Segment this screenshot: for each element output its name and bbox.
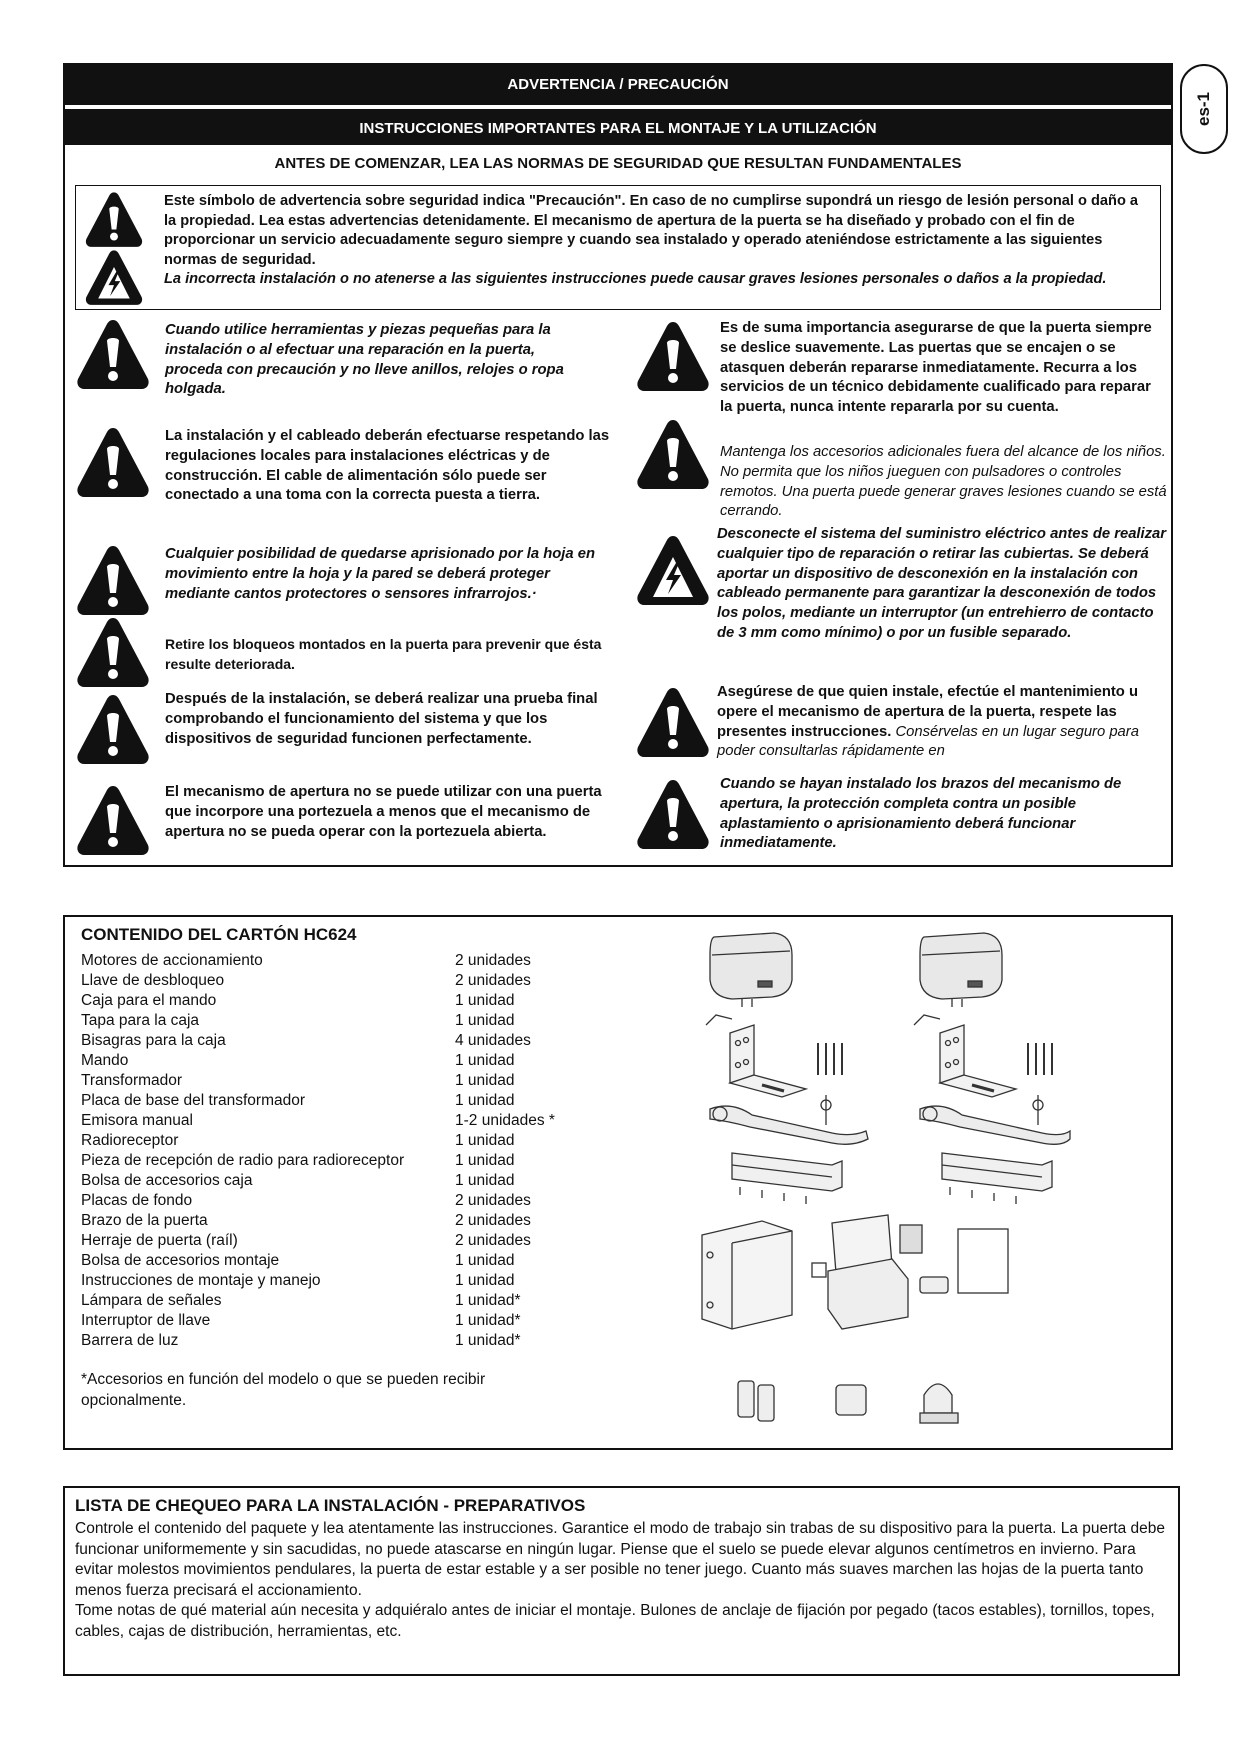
warning-triangle-icon <box>82 190 146 250</box>
warning-triangle-icon <box>635 685 711 761</box>
warning-right-3: Desconecte el sistema del suministro eléctrico antes de realizar cualquier tipo de reparación o retirar las cubiertas. Se deberá aportar un dispositivo de desconexión en la instalación con cableado permanente para garantizar la desconexión de todos los polos, mediante un interruptor (un entrehierro de contacto de 3 mm como mínimo) o por un fusible separado. <box>717 526 1167 641</box>
list-item: Herraje de puerta (raíl) 2 unidades <box>81 1232 531 1249</box>
list-item: Placas de fondo 2 unidades <box>81 1192 531 1209</box>
warning-left-5: Después de la instalación, se deberá realizar una prueba final comprobando el funcionamiento del sistema y que los dispositivos de seguridad funcionen perfectamente. <box>165 691 598 747</box>
list-item: Instrucciones de montaje y manejo 1 unidad <box>81 1272 515 1289</box>
door-arm-illustration <box>710 1095 868 1144</box>
door-rail-illustration <box>732 1153 842 1204</box>
list-item: Mando 1 unidad <box>81 1052 515 1069</box>
installation-checklist-section <box>63 1486 1180 1676</box>
warning-title: ADVERTENCIA / PRECAUCIÓN <box>65 65 1171 105</box>
checklist-text: Controle el contenido del paquete y lea atentamente las instrucciones. Garantice el modo de trabajo sin trabas de su dispositivo para la puerta. La puerta debe funcionar uniformemente y sin sacudidas, no puede atascarse en ningún lugar. Piense que el suelo se puede elevar algunos centímetros en invierno. Para evitar molestos movimientos pendulares, la puerta de estar estable y a ser posible no tener juego. Cuanto más suaves marchen las hojas de la puerta tanto menos fuerza precisará el accionamiento. Tome notas de qué material aún necesita y adquiéralo antes de iniciar el montaje. Bulones de anclaje de fijación por pegado (tacos estables), tornillos, topes, cables, cajas de distribución, herramientas, etc. <box>75 1520 1165 1640</box>
controller-board-illustration <box>812 1215 922 1329</box>
unlock-key-icon <box>706 1015 732 1025</box>
list-item: Pieza de recepción de radio para radioreceptor 1 unidad <box>81 1152 515 1169</box>
signal-lamp-illustration <box>920 1384 958 1423</box>
warning-triangle-icon <box>75 692 151 768</box>
motor-right-illustration <box>920 933 1002 1007</box>
list-item: Brazo de la puerta 2 unidades <box>81 1212 531 1229</box>
light-barrier-illustration <box>738 1381 774 1421</box>
unlock-key-icon <box>914 1015 940 1025</box>
page-number-tab <box>1180 64 1228 154</box>
list-item: Bolsa de accesorios montaje 1 unidad <box>81 1252 515 1269</box>
carton-contents-illustration <box>692 925 1072 1445</box>
list-item: Radioreceptor 1 unidad <box>81 1132 515 1149</box>
list-item: Llave de desbloqueo 2 unidades <box>81 972 531 989</box>
base-plate-illustration <box>730 1025 806 1097</box>
list-item: Transformador 1 unidad <box>81 1072 515 1089</box>
warning-right-2: Mantenga los accesorios adicionales fuera del alcance de los niños. No permita que los niños jueguen con pulsadores o controles remotos. Una puerta puede generar graves lesiones cuando se está cerrando. <box>720 444 1167 520</box>
warning-triangle-icon <box>635 417 711 493</box>
warning-left-6: El mecanismo de apertura no se puede utilizar con una puerta que incorpore una portezuela a menos que el mecanismo de apertura no se pueda operar con la portezuela abierta. <box>165 784 602 840</box>
contents-title: CONTENIDO DEL CARTÓN HC624 <box>81 925 357 944</box>
list-item: Bisagras para la caja 4 unidades <box>81 1032 531 1049</box>
door-arm-illustration <box>920 1095 1070 1144</box>
list-item: Emisora manual 1-2 unidades * <box>81 1112 555 1129</box>
warning-right-4: Asegúrese de que quien instale, efectúe el mantenimiento u opere el mecanismo de apertura de la puerta, respete las presentes instrucciones. Consérvelas en un lugar seguro para poder consultarlas rápidamente en <box>717 684 1139 760</box>
list-item: Barrera de luz 1 unidad* <box>81 1332 521 1349</box>
list-item: Bolsa de accesorios caja 1 unidad <box>81 1172 515 1189</box>
checklist-title: LISTA DE CHEQUEO PARA LA INSTALACIÓN - PREPARATIVOS <box>75 1496 586 1515</box>
safety-warnings-section <box>63 63 1173 867</box>
bolts-illustration <box>818 1043 1052 1075</box>
warning-triangle-icon <box>635 777 711 853</box>
intro-text: Este símbolo de advertencia sobre seguridad indica "Precaución". En caso de no cumplirse supondrá un riesgo de lesión personal o daño a la propiedad. Lea estas advertencias detenidamente. El mecanismo de apertura de la puerta se ha diseñado y probado con el fin de proporcionar un servicio adecuadamente seguro siempre y cuando sea instalado y operado ateniéndose estrictamente a las siguientes normas de seguridad. La incorrecta instalación o no atenerse a las siguientes instrucciones puede causar graves lesiones personales o daños a la propiedad. <box>164 193 1139 287</box>
warning-left-4: Retire los bloqueos montados en la puerta para prevenir que ésta resulte deteriorada. <box>165 636 602 672</box>
page-number: es-1 <box>1194 91 1213 127</box>
list-item: Motores de accionamiento 2 unidades <box>81 952 531 969</box>
key-switch-illustration <box>836 1385 866 1415</box>
warning-heading: ANTES DE COMENZAR, LEA LAS NORMAS DE SEGURIDAD QUE RESULTAN FUNDAMENTALES <box>274 155 962 172</box>
warning-triangle-icon <box>75 317 151 393</box>
warning-subtitle: INSTRUCCIONES IMPORTANTES PARA EL MONTAJE Y LA UTILIZACIÓN <box>65 105 1171 145</box>
warning-triangle-icon <box>75 543 151 619</box>
manual-illustration <box>958 1229 1008 1293</box>
warning-triangle-icon <box>75 615 151 691</box>
remote-control-illustration <box>920 1277 948 1293</box>
accessories-note: *Accesorios en función del modelo o que se pueden recibir opcionalmente. <box>81 1371 486 1409</box>
list-item: Caja para el mando 1 unidad <box>81 992 515 1009</box>
warning-left-3: Cualquier posibilidad de quedarse aprisionado por la hoja en movimiento entre la hoja y la pared se deberá proteger mediante cantos protectores o sensores infrarrojos.· <box>165 546 596 602</box>
list-item: Placa de base del transformador 1 unidad <box>81 1092 515 1109</box>
warning-left-2: La instalación y el cableado deberán efectuarse respetando las regulaciones locales para instalaciones eléctricas y de construcción. El cable de alimentación sólo puede ser conectado a una toma con la correcta puesta a tierra. <box>165 428 610 504</box>
door-rail-illustration <box>942 1153 1052 1204</box>
warning-triangle-icon <box>75 783 151 859</box>
intro-box <box>75 185 1161 310</box>
warning-right-5: Cuando se hayan instalado los brazos del mecanismo de apertura, la protección completa contra un posible aplastamiento o aprisionamiento deberá funcionar inmediatamente. <box>720 776 1122 852</box>
motor-left-illustration <box>710 933 792 1007</box>
control-box-illustration <box>702 1221 792 1329</box>
list-item: Lámpara de señales 1 unidad* <box>81 1292 521 1309</box>
electric-hazard-icon <box>82 248 146 308</box>
base-plate-illustration <box>940 1025 1016 1097</box>
warning-triangle-icon <box>75 425 151 501</box>
list-item: Interruptor de llave 1 unidad* <box>81 1312 521 1329</box>
warning-left-1: Cuando utilice herramientas y piezas pequeñas para la instalación o al efectuar una reparación en la puerta, proceda con precaución y no lleve anillos, relojes o ropa holgada. <box>165 322 564 398</box>
warning-triangle-icon <box>635 319 711 395</box>
warning-right-1: Es de suma importancia asegurarse de que la puerta siempre se deslice suavemente. Las puertas que se encajen o se atasquen deberán repararse inmediatamente. Recurra a los servicios de un técnico debidamente cualificado para reparar la puerta, nunca intente repararla por su cuenta. <box>720 320 1152 416</box>
list-item: Tapa para la caja 1 unidad <box>81 1012 515 1029</box>
contents-list <box>81 951 601 1351</box>
electric-hazard-icon <box>635 533 711 609</box>
